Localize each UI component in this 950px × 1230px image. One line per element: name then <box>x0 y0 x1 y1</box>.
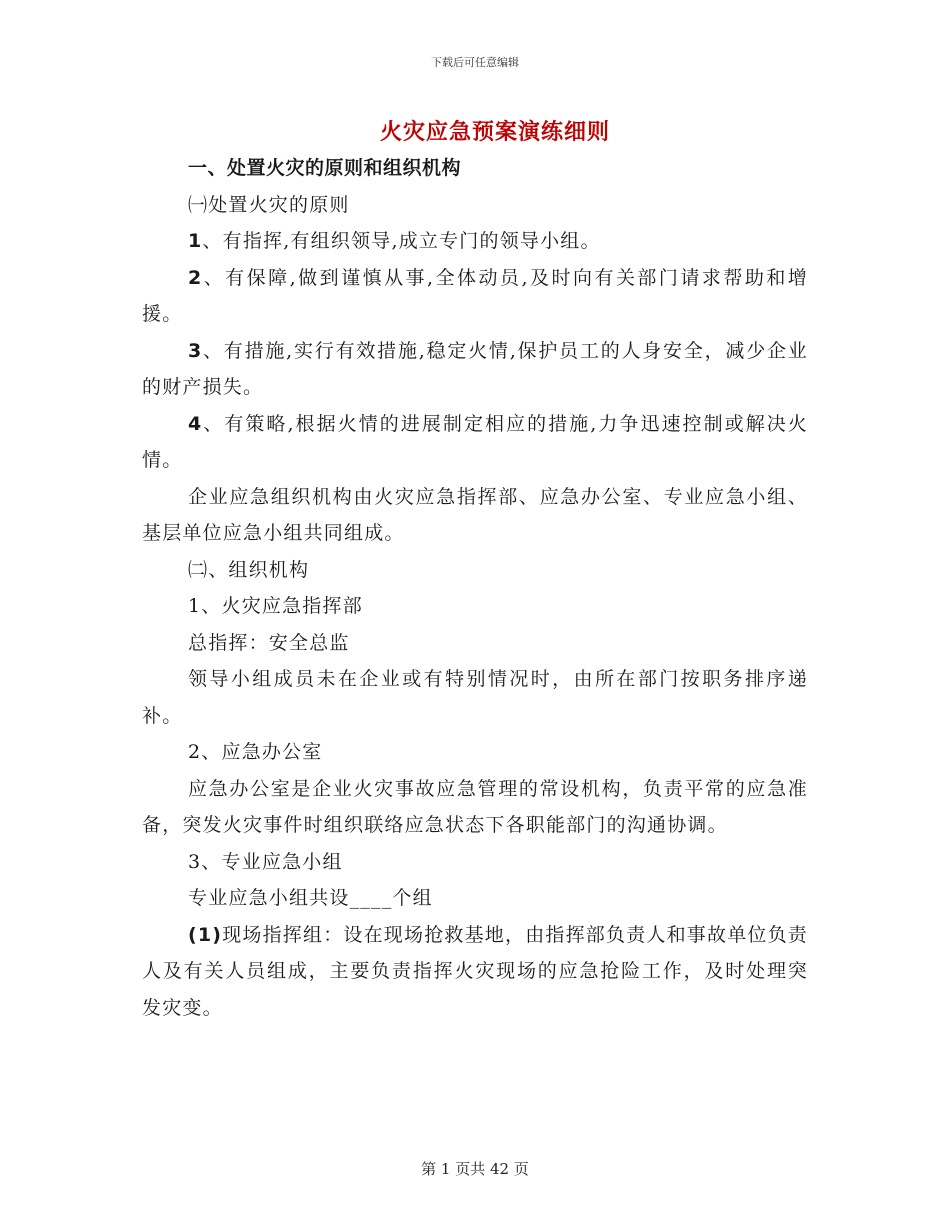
document-body <box>142 150 808 1026</box>
item-number: (1) <box>188 923 223 946</box>
subsection-heading: ㈡、组织机构 <box>188 558 310 581</box>
item-text: 、有策略,根据火情的进展制定相应的措施,力争迅速控制或解决火情。 <box>142 412 808 471</box>
principle-item <box>142 260 808 333</box>
paragraph: 企业应急组织机构由火灾应急指挥部、应急办公室、专业应急小组、基层单位应急小组共同组成。 <box>142 485 808 544</box>
item-heading: 3、专业应急小组 <box>188 850 343 873</box>
paragraph: 领导小组成员未在企业或有特别情况时，由所在部门按职务排序递补。 <box>142 668 808 727</box>
item-text: 、有指挥,有组织领导,成立专门的领导小组。 <box>202 230 601 252</box>
item-number: 1 <box>188 230 203 252</box>
item-heading: 1、火灾应急指挥部 <box>188 595 363 617</box>
item-number: 4 <box>188 412 203 435</box>
item-number: 2 <box>188 266 203 289</box>
header-note: 下载后可任意编辑 <box>431 56 519 69</box>
group-item <box>142 917 808 1027</box>
page-footer: 第 1 页共 42 页 <box>421 1160 529 1178</box>
principle-item <box>142 333 808 406</box>
item-text: 现场指挥组：设在现场抢救基地，由指挥部负责人和事故单位负责人及有关人员组成，主要负责指挥火灾现场的应急抢险工作，及时处理突发灾变。 <box>142 923 808 1019</box>
paragraph: 应急办公室是企业火灾事故应急管理的常设机构，负责平常的应急准备，突发火灾事件时组织联络应急状态下各职能部门的沟通协调。 <box>142 777 808 836</box>
principle-item <box>142 406 808 479</box>
paragraph: 总指挥：安全总监 <box>188 631 350 654</box>
document-title: 火灾应急预案演练细则 <box>379 119 610 145</box>
item-number: 3 <box>188 339 203 362</box>
subsection-heading: ㈠处置火灾的原则 <box>188 193 350 216</box>
item-text: 、有保障,做到谨慎从事,全体动员,及时向有关部门请求帮助和增援。 <box>142 266 808 325</box>
paragraph: 专业应急小组共设____个组 <box>188 887 433 909</box>
principle-item <box>142 223 808 260</box>
item-heading: 2、应急办公室 <box>188 741 323 763</box>
section-heading: 一、处置火灾的原则和组织机构 <box>188 157 462 179</box>
item-text: 、有措施,实行有效措施,稳定火情,保护员工的人身安全，减少企业的财产损失。 <box>142 339 808 398</box>
